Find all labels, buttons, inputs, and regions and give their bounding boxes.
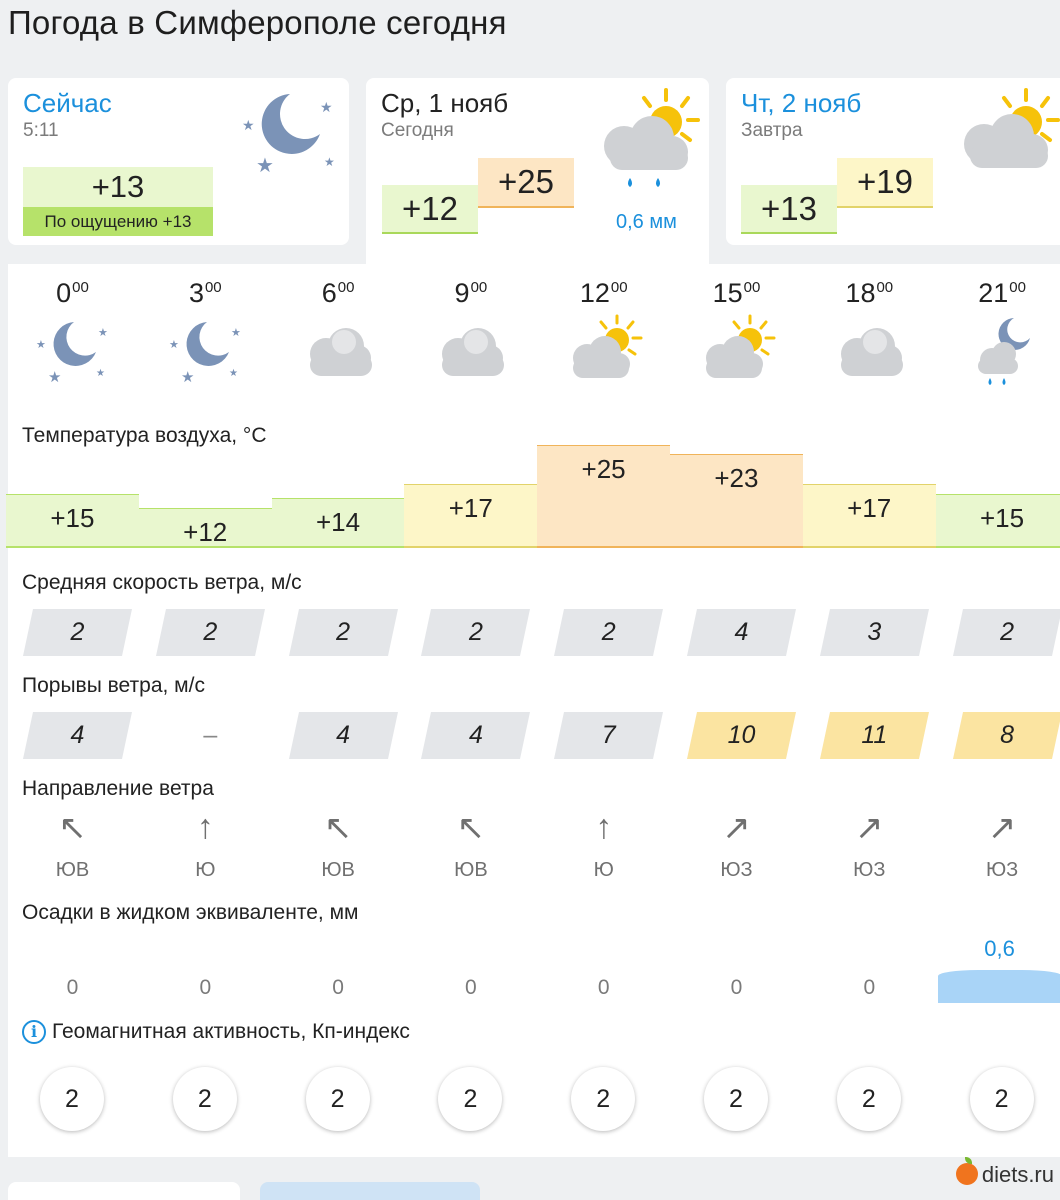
hour-minutes: 00 [72,279,89,296]
wind-gust-value: 10 [727,721,756,749]
wind-speed-value: 4 [734,618,749,646]
watermark [956,1162,1054,1188]
wind-gust-cell [294,712,393,759]
wind-arrow-icon: ↖ [58,809,87,847]
geomag-badge: 2 [837,1067,901,1131]
wind-direction: ЮВ [454,859,488,881]
hour-label: $6^{00}$ [321,278,355,308]
precip-value: 0 [465,976,477,999]
hour-label: $0^{00}$ [56,278,89,308]
hour-label: $18^{00}$ [845,278,894,308]
hour-label: $15^{00}$ [712,278,761,308]
partly-cloudy-icon [698,312,778,392]
svg-text:★: ★ [96,368,105,379]
apple-logo-icon [956,1163,978,1185]
svg-text:★: ★ [48,369,62,386]
wind-gust-cell [692,712,791,759]
wind-gust-cell [426,712,525,759]
wind-speed-label: Средняя скорость ветра, м/с [22,571,302,594]
wind-speed-cell [426,609,525,656]
wind-speed-cell [161,609,260,656]
wind-gust-cell [958,712,1057,759]
temperature-bar: +23 [670,454,803,548]
hour-label: $9^{00}$ [454,278,488,308]
hour-minutes: 00 [876,279,894,296]
tomorrow-card[interactable] [726,78,1060,245]
geomag-badge: 2 [173,1067,237,1131]
today-high-temp: +25 [478,158,574,208]
today-low-temp: +12 [382,185,478,234]
today-precip: 0,6 мм [616,211,677,233]
cloudy-icon [300,312,380,392]
wind-speed-cell [294,609,393,656]
wind-speed-cell [28,609,127,656]
night-cloud-rain-icon [964,312,1044,392]
partly-cloudy-icon [956,86,1060,176]
wind-arrow-icon: ↑ [595,808,613,846]
now-time: 5:11 [23,120,59,141]
cloudy-icon [432,312,512,392]
temperature-bar: +17 [404,484,537,548]
wind-speed-value: 2 [601,618,616,646]
svg-text:★: ★ [36,339,46,351]
temperature-bar: +15 [936,494,1060,549]
wind-gust-cell [161,712,260,759]
svg-text:★: ★ [242,117,255,133]
geomag-badge: 2 [970,1067,1034,1131]
hour-minutes: 00 [610,279,628,296]
hour-minutes: 00 [1009,279,1026,296]
wind-speed-value: 2 [1000,618,1015,646]
night-clear-icon [238,86,338,176]
wind-direction: ЮЗ [985,859,1019,881]
geomag-badge: 2 [438,1067,502,1131]
feels-like: По ощущению +13 [23,207,213,236]
wind-direction: ЮЗ [853,859,886,881]
precip-value: 0 [66,976,79,999]
wind-arrow-icon: ↗ [722,809,751,847]
today-sub: Сегодня [381,120,454,141]
svg-text:★: ★ [168,339,179,351]
svg-text:★: ★ [256,155,274,176]
wind-gust-value: 4 [70,721,85,749]
wind-gust-value: 4 [468,721,483,749]
precip-value: 0 [332,976,344,999]
wind-speed-cell [692,609,791,656]
wind-gust-cell [559,712,658,759]
wind-direction-label: Направление ветра [22,777,214,800]
geomag-label: Геомагнитная активность, Кп-индекс [52,1020,410,1043]
precip-value: 0 [199,976,212,999]
wind-gust-cell [825,712,924,759]
temperature-bar: +12 [139,508,272,548]
watermark-text: diets.ru [981,1162,1054,1187]
precip-bar [938,970,1060,1003]
current-weather-card[interactable] [8,78,349,245]
night-clear-icon [167,312,247,392]
geomag-badge: 2 [571,1067,635,1131]
wind-arrow-icon: ↑ [196,808,214,846]
temperature-bar: +17 [803,484,936,548]
tomorrow-sub: Завтра [741,120,803,141]
wind-speed-cell [958,609,1057,656]
wind-arrow-icon: ↗ [987,809,1017,847]
tomorrow-high-temp: +19 [837,158,933,208]
tomorrow-label: Чт, 2 нояб [741,88,862,118]
svg-text:★: ★ [320,99,333,115]
wind-arrow-icon: ↗ [855,809,884,847]
bottom-tab-1[interactable] [8,1182,240,1200]
temperature-bar: +25 [537,445,670,549]
wind-speed-cell [559,609,658,656]
now-label: Сейчас [23,88,112,118]
svg-text:★: ★ [324,155,335,169]
svg-text:★: ★ [228,368,238,379]
svg-text:★: ★ [180,369,195,386]
wind-speed-value: 2 [468,618,483,646]
hour-minutes: 00 [743,279,761,296]
wind-arrow-icon: ↖ [323,809,353,847]
precip-value: 0,6 [984,936,1015,961]
tomorrow-low-temp: +13 [741,185,837,234]
temperature-label: Температура воздуха, °C [22,424,267,447]
wind-gust-value: 7 [601,721,616,749]
cloudy-icon [831,312,911,392]
svg-text:★: ★ [230,327,241,339]
wind-speed-value: 2 [336,618,351,646]
wind-speed-value: 3 [867,618,882,646]
wind-gust-cell [28,712,127,759]
partly-cloudy-icon [565,312,645,392]
today-card[interactable] [366,78,709,268]
hour-label: $12^{00}$ [579,278,628,308]
precip-value: 0 [597,976,610,999]
page-title: Погода в Симферополе сегодня [8,4,507,41]
wind-speed-value: 2 [203,618,218,646]
wind-gust-value: 8 [1000,721,1015,749]
info-icon[interactable]: i [22,1020,46,1044]
geomag-badge: 2 [704,1067,768,1131]
svg-text:★: ★ [98,327,108,339]
wind-speed-cell [825,609,924,656]
hour-minutes: 00 [337,279,355,296]
wind-speed-value: 2 [70,618,85,646]
wind-direction: ЮВ [321,859,355,881]
temperature-bar: +14 [272,498,405,548]
now-temperature: +13 [23,167,213,207]
temperature-bar: +15 [6,494,139,549]
hour-minutes: 00 [204,279,222,296]
geomag-badge: 2 [306,1067,370,1131]
wind-gust-value: 4 [336,721,351,749]
wind-gust-value: 11 [861,721,888,749]
wind-direction: Ю [593,859,614,881]
wind-arrow-icon: ↖ [456,809,486,847]
hour-label: $3^{00}$ [188,278,222,308]
hour-minutes: 00 [470,279,488,296]
today-label: Ср, 1 нояб [381,88,509,118]
partly-cloudy-rain-icon [596,86,706,196]
bottom-tab-2[interactable] [260,1182,480,1200]
precip-value: 0 [730,976,743,999]
hour-label: $21^{00}$ [978,278,1026,308]
wind-direction: ЮЗ [720,859,753,881]
wind-gusts-label: Порывы ветра, м/с [22,674,205,697]
wind-direction: ЮВ [55,859,90,881]
wind-gust-value: – [203,721,218,749]
night-clear-icon [34,312,114,392]
geomag-badge: 2 [40,1067,104,1131]
precip-value: 0 [863,976,876,999]
precip-label: Осадки в жидком эквиваленте, мм [22,901,359,924]
wind-direction: Ю [195,859,216,881]
